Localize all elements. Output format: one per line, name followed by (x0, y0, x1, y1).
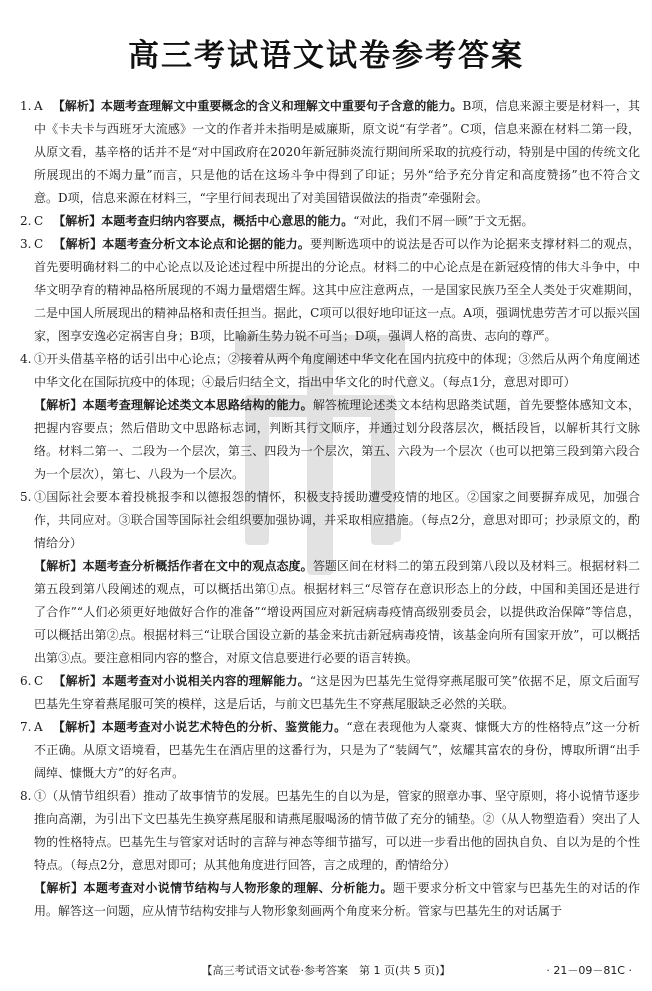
answer-list (20, 95, 640, 923)
analysis-text: 要判断选项中的说法是否可以作为论据来支撑材料二的观点，首先要明确材料二的中心论点以及论述过程中所提出的分论点。材料二的中心论点是在新冠疫情的伟大斗争中，中华文明孕育的精神品格所展现的不竭力量熠熠生辉。这其中应注意两点，一是国家民族乃至全人类处于灾难期间，二是中国人所展现出的精神品格和责任担当。据此，C项可以很好地印证这一点。A项，强调忧患劳苦才可以振兴国家，图享安逸必定祸害自身；B项，比喻新生势力锐不可当；D项，强调人格的高贵、志向的尊严。 (34, 237, 640, 343)
footer-code: · 21－09－81C · (546, 964, 632, 977)
analysis-text: 答题区间在材料二的第五段到第八段以及材料三。根据材料二第五段到第八段阐述的观点，可以概括出第①点。根据材料三“尽管存在意识形态上的分歧，中国和美国还是进行了合作”“人们必须更好地做好合作的准备”“增设两国应对新冠病毒疫情高级别委员会，以提供政治保障”等信息，可以概括出第②点。根据材料三“让联合国设立新的基金来抗击新冠病毒疫情，该基金向所有国家开放”，可以概括出第③点。要注意相同内容的整合，对原文信息要进行必要的语言转换。 (34, 559, 640, 665)
question-number: 5. (20, 490, 32, 504)
analysis-text: B项，信息来源主要是材料一，其中《卡夫卡与西班牙大流感》一文的作者并未指明是威廉斯，原文说“有学者”。C项，信息来源在材料二第一段，从原文看，基辛格的话并不是“对中国政府在2020年新冠肺炎流行期间所采取的抗疫行动，特别是中国的传统文化所展现出的不竭力量”而言，只是他的话在这场斗争中得到了印证；另外“给予充分肯定和高度赞扬”也不符合文意。D项，信息来源在材料三，“字里行间表现出了对美国错误做法的指责”牵强附会。 (34, 99, 640, 205)
question-number: 1. (20, 99, 32, 113)
question-number: 4. (20, 352, 32, 366)
answer-item (20, 95, 640, 210)
analysis-heading: 【解析】本题考查分析文本论点和论据的能力。 (53, 237, 311, 251)
answer-item (20, 486, 640, 555)
answer-text: ①开头借基辛格的话引出中心论点；②接着从两个角度阐述中华文化在国内抗疫中的体现；③然后从两个角度阐述中华文化在国际抗疫中的体现；④最后归结全文，指出中华文化的时代意义。（每点1分，意思对即可） (34, 352, 640, 389)
analysis-heading: 【解析】本题考查分析概括作者在文中的观点态度。 (34, 559, 313, 573)
analysis-note (34, 877, 640, 923)
footer-page-info: 【高三考试语文试卷·参考答案 第 1 页(共 5 页)】 (201, 964, 451, 977)
analysis-heading: 【解析】本题考查对小说相关内容的理解能力。 (53, 674, 310, 688)
analysis-text: “这是因为巴基先生觉得穿燕尾服可笑”依据不足，原文后面写巴基先生穿着燕尾服可笑的模样，这是后话，与前文巴基先生不穿燕尾服缺乏必然的关联。 (34, 674, 640, 711)
analysis-note (34, 394, 640, 486)
analysis-text: “对此，我们不屑一顾”于文无据。 (353, 214, 534, 228)
question-number: 2. (20, 214, 32, 228)
analysis-heading: 【解析】本题考查对小说艺术特色的分析、鉴赏能力。 (52, 720, 347, 734)
answer-choice: A (34, 99, 43, 113)
analysis-heading: 【解析】本题考查对小说情节结构与人物形象的理解、分析能力。 (34, 881, 393, 895)
question-number: 8. (20, 789, 32, 803)
answer-item (20, 785, 640, 877)
answer-item (20, 716, 640, 785)
answer-choice: A (34, 720, 43, 734)
question-number: 7. (20, 720, 32, 734)
answer-choice: C (34, 674, 44, 688)
answer-item (20, 210, 640, 233)
answer-choice: C (34, 214, 44, 228)
analysis-text: “意在表现他为人豪爽、慷慨大方的性格特点”这一分析不正确。从原文语境看，巴基先生在酒店里的这番行为，只是为了“装阔气”，炫耀其富农的身份，博取所谓“出手阔绰、慷慨大方”的好名声。 (34, 720, 640, 780)
answer-item (20, 348, 640, 394)
answer-text: ①国际社会要本着投桃报李和以德报怨的情怀，积极支持援助遭受疫情的地区。②国家之间要摒弃成见，加强合作，共同应对。③联合国等国际社会组织要加强协调，并采取相应措施。（每点2分，意思对即可；抄录原文的，酌情给分） (34, 490, 640, 550)
question-number: 6. (20, 674, 32, 688)
analysis-note (34, 555, 640, 670)
analysis-heading: 【解析】本题考查理解论述类文本思路结构的能力。 (34, 398, 313, 412)
question-number: 3. (20, 237, 32, 251)
answer-item (20, 233, 640, 348)
answer-item (20, 670, 640, 716)
analysis-text: 题干要求分析文中管家与巴基先生的对话的作用。解答这一问题，应从情节结构安排与人物形象刻画两个角度来分析。管家与巴基先生的对话属于 (34, 881, 640, 918)
page-footer (0, 962, 652, 982)
analysis-text: 解答梳理论述类文本结构思路类试题，首先要整体感知文本，把握内容要点；然后借助文中思路标志词，判断其行文顺序，并通过划分段落层次，概括段旨，以解析其行文脉络。材料二第一、二段为一个层次，第三、四段为一个层次，第五、六段为一个层次（也可以把第三段到第六段合为一个层次），第七、八段为一个层次。 (34, 398, 640, 481)
answer-text: ①（从情节组织看）推动了故事情节的发展。巴基先生的自以为是，管家的照章办事、坚守原则，将小说情节逐步推向高潮，为引出下文巴基先生换穿燕尾服和请燕尾服喝汤的情节做了充分的铺垫。②（从人物塑造看）突出了人物的性格特点。巴基先生与管家对话时的言辞与神态等细节描写，可以进一步看出他的固执自负、自以为是的个性特点。（每点2分，意思对即可；从其他角度进行回答，言之成理的，酌情给分） (34, 789, 640, 872)
analysis-heading: 【解析】本题考查理解文中重要概念的含义和理解文中重要句子含意的能力。 (52, 99, 463, 113)
analysis-heading: 【解析】本题考查归纳内容要点，概括中心意思的能力。 (53, 214, 354, 228)
page-title: 高三考试语文试卷参考答案 (128, 38, 524, 74)
answer-choice: C (34, 237, 44, 251)
